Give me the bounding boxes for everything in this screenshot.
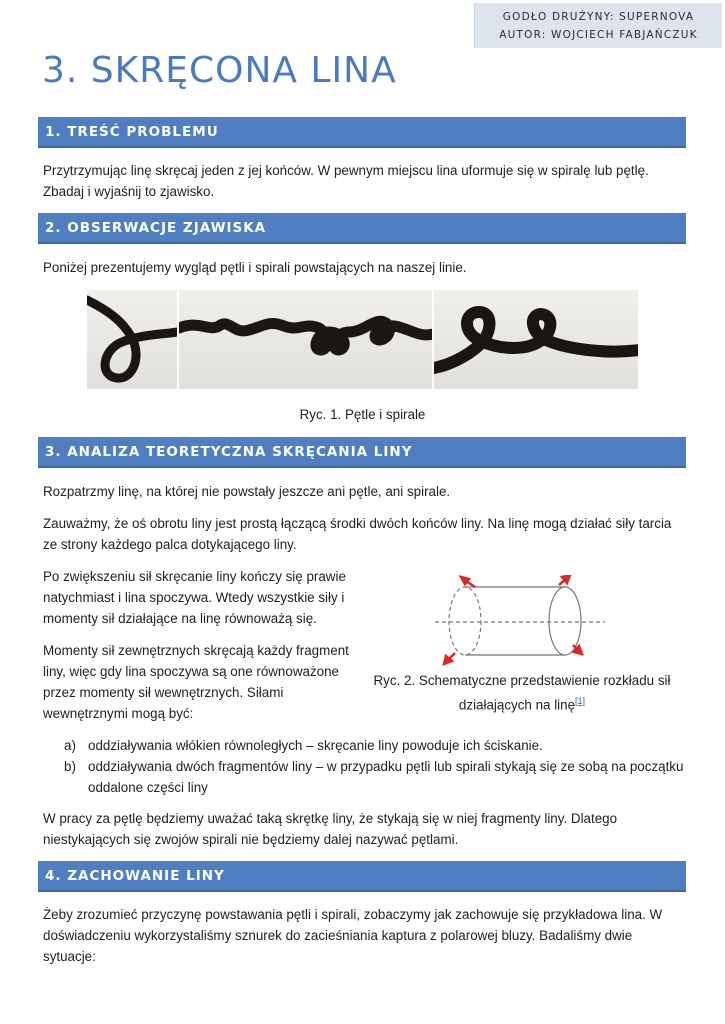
- list-item: [64, 756, 684, 798]
- list-item: [64, 735, 684, 756]
- figure-1-caption: Ryc. 1. Pętle i spirale: [299, 407, 426, 422]
- section-2-text: Poniżej prezentujemy wygląd pętli i spirali powstających na naszej linie.: [43, 260, 467, 275]
- section-3-paragraph-4: Momenty sił zewnętrznych skręcają każdy fragment liny, więc gdy lina spoczywa są one równoważone przez momenty sił wewnętrznych. Siłami wewnętrznymi mogą być:: [43, 643, 349, 721]
- section-3-paragraph-3: Po zwiększeniu sił skręcanie liny kończy się prawie natychmiast i lina spoczywa. Wtedy wszystkie siły i momenty sił działające na linę równoważą się.: [43, 569, 346, 626]
- team-emblem-label: GODŁO DRUŻYNY: SUPERNOVA: [502, 10, 695, 23]
- section-heading-1: 1. TREŚĆ PROBLEMU: [38, 117, 686, 148]
- rope-spiral-photo: [179, 290, 432, 389]
- list-item-text: oddziaływania włókien równoległych – skręcanie liny powoduje ich ściskanie.: [88, 738, 543, 753]
- section-3-paragraph-5: W pracy za pętlę będziemy uważać taką skrętkę liny, że stykają się w niej fragmenty liny. Dlatego niestykających się zwojów spirali nie będziemy dalej nazywać pętlami.: [43, 811, 618, 847]
- section-3-paragraph-1: Rozpatrzmy linę, na której nie powstały jeszcze ani pętle, ani spirale.: [43, 484, 451, 499]
- list-item-marker: a): [64, 738, 76, 753]
- page-title: 3. SKRĘCONA LINA: [42, 50, 397, 91]
- rope-photos-figure: [87, 290, 638, 389]
- section-4-text: Żeby zrozumieć przyczynę powstawania pętli i spirali, zobaczymy jak zachowuje się przykładowa lina. W doświadczeniu wykorzystaliśmy sznurek do zacieśniania kaptura z polarowej bluzy. Badaliśmy dwie sytuacje:: [43, 907, 663, 964]
- cylinder-right-face: [549, 587, 581, 655]
- figure-2-caption: [372, 670, 672, 715]
- internal-forces-list: [64, 735, 684, 798]
- author-label: AUTOR: WOJCIECH FABJAŃCZUK: [499, 28, 698, 41]
- rope-loop-photo-1: [87, 290, 177, 389]
- document-header-box: [474, 3, 722, 48]
- section-heading-2: 2. OBSERWACJE ZJAWISKA: [38, 213, 686, 244]
- cylinder-left-face: [449, 587, 481, 655]
- figure-2-reference-link[interactable]: [1]: [575, 696, 586, 706]
- list-item-marker: b): [64, 759, 76, 774]
- section-heading-4: 4. ZACHOWANIE LINY: [38, 861, 686, 892]
- figure-2-caption-text: Ryc. 2. Schematyczne przedstawienie rozkładu sił działających na linę: [373, 673, 671, 713]
- cylinder-forces-diagram: [435, 575, 605, 667]
- section-3-paragraph-2: Zauważmy, że oś obrotu liny jest prostą łączącą środki dwóch końców liny. Na linę mogą działać siły tarcia ze strony każdego palca dotykającego liny.: [43, 516, 672, 552]
- rope-loops-photo-2: [434, 290, 638, 389]
- section-1-text: Przytrzymując linę skręcaj jeden z jej końców. W pewnym miejscu lina uformuje się w spiralę lub pętlę. Zbadaj i wyjaśnij to zjawisko.: [43, 163, 649, 199]
- section-heading-3: 3. ANALIZA TEORETYCZNA SKRĘCANIA LINY: [38, 437, 686, 468]
- list-item-text: oddziaływania dwóch fragmentów liny – w przypadku pętli lub spirali stykają się ze sobą na początku oddalone części liny: [88, 759, 684, 795]
